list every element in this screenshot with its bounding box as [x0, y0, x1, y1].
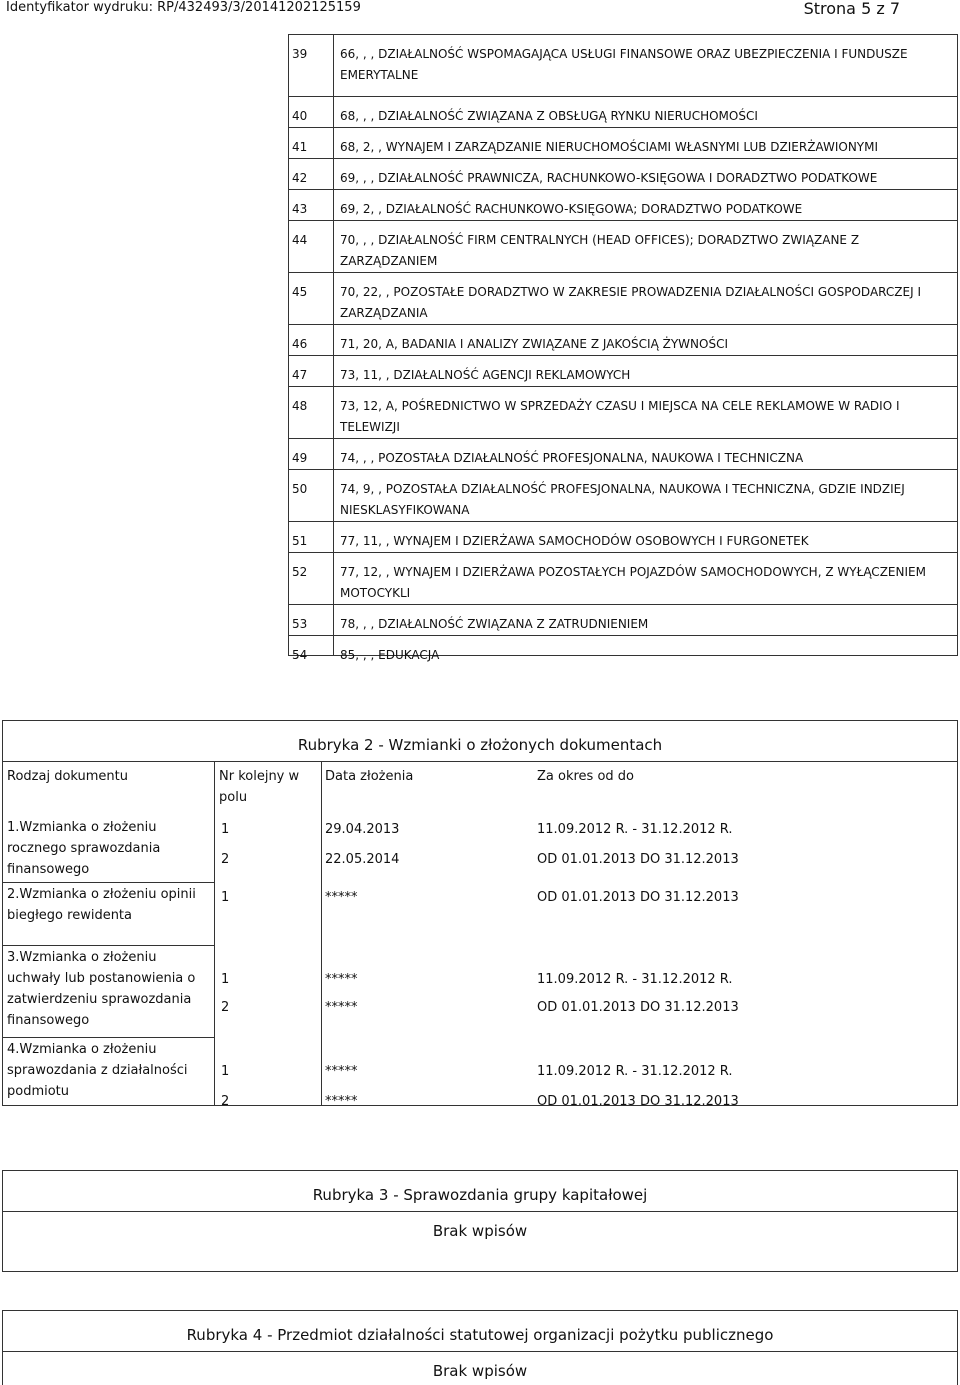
pkd-row — [289, 273, 957, 325]
pkd-row-text: 68, , , DZIAŁALNOŚĆ ZWIĄZANA Z OBSŁUGĄ RYNKU NIERUCHOMOŚCI — [340, 109, 758, 123]
pkd-row — [289, 522, 957, 553]
entry-number-cell: 2 — [221, 1000, 230, 1015]
rubryka-4-title: Rubryka 4 - Przedmiot działalności statutowej organizacji pożytku publicznego — [186, 1326, 774, 1344]
column-divider — [321, 761, 322, 1105]
pkd-row — [289, 356, 957, 387]
entry-number-cell: 2 — [221, 852, 230, 867]
filing-date-cell: ***** — [325, 1000, 358, 1015]
period-cell: OD 01.01.2013 DO 31.12.2013 — [537, 852, 739, 867]
title-divider — [3, 761, 957, 762]
pkd-row — [289, 325, 957, 356]
group-divider — [3, 882, 214, 883]
entry-number-cell: 1 — [221, 1064, 230, 1079]
pkd-row-text: 77, 12, , WYNAJEM I DZIERŻAWA POZOSTAŁYCH POJAZDÓW SAMOCHODOWYCH, Z WYŁĄCZENIEM MOTOCYKLI — [340, 565, 926, 600]
pkd-row — [289, 128, 957, 159]
filing-date-cell: ***** — [325, 1094, 358, 1109]
pkd-row-number: 47 — [292, 368, 308, 382]
period-cell: 11.09.2012 R. - 31.12.2012 R. — [537, 822, 733, 837]
pkd-row-number: 54 — [292, 648, 308, 662]
pkd-row-text: 68, 2, , WYNAJEM I ZARZĄDZANIE NIERUCHOMOŚCIAMI WŁASNYMI LUB DZIERŻAWIONYMI — [340, 140, 879, 154]
pkd-row-number: 49 — [292, 451, 308, 465]
header-period: Za okres od do — [537, 769, 634, 784]
period-cell: OD 01.01.2013 DO 31.12.2013 — [537, 1094, 739, 1109]
rubryka-3-empty: Brak wpisów — [432, 1222, 528, 1240]
group-divider — [3, 945, 214, 946]
pkd-row — [289, 553, 957, 605]
pkd-row — [289, 439, 957, 470]
filing-date-cell: ***** — [325, 890, 358, 905]
pkd-row — [289, 190, 957, 221]
pkd-row-number: 51 — [292, 534, 308, 548]
rubryka-2-title: Rubryka 2 - Wzmianki o złożonych dokumentach — [297, 736, 663, 754]
header-doc-type: Rodzaj dokumentu — [7, 769, 128, 784]
period-cell: OD 01.01.2013 DO 31.12.2013 — [537, 890, 739, 905]
page-number: Strona 5 z 7 — [803, 0, 900, 18]
pkd-table — [288, 34, 958, 662]
pkd-row-number: 43 — [292, 202, 308, 216]
pkd-row-number: 45 — [292, 285, 308, 299]
title-divider — [3, 1351, 957, 1352]
pkd-row-text: 69, , , DZIAŁALNOŚĆ PRAWNICZA, RACHUNKOWO-KSIĘGOWA I DORADZTWO PODATKOWE — [340, 171, 878, 185]
pkd-row — [289, 221, 957, 273]
doc-type-cell: 2.Wzmianka o złożeniu opinii biegłego rewidenta — [7, 887, 196, 923]
pkd-row — [289, 35, 957, 97]
pkd-row — [289, 605, 957, 636]
pkd-row-number: 52 — [292, 565, 308, 579]
pkd-row-number: 40 — [292, 109, 308, 123]
pkd-row-text: 73, 12, A, POŚREDNICTWO W SPRZEDAŻY CZASU I MIEJSCA NA CELE REKLAMOWE W RADIO I TELEWIZJI — [340, 399, 900, 434]
pkd-row-text: 77, 11, , WYNAJEM I DZIERŻAWA SAMOCHODÓW OSOBOWYCH I FURGONETEK — [340, 534, 809, 548]
rubryka-3-section — [2, 1170, 958, 1272]
pkd-row-text: 71, 20, A, BADANIA I ANALIZY ZWIĄZANE Z JAKOŚCIĄ ŻYWNOŚCI — [340, 337, 728, 351]
pkd-row-number: 48 — [292, 399, 308, 413]
doc-type-cell: 1.Wzmianka o złożeniu rocznego sprawozdania finansowego — [7, 820, 161, 877]
column-divider — [214, 761, 215, 1105]
rubryka-2-table — [2, 720, 958, 1109]
doc-type-cell: 3.Wzmianka o złożeniu uchwały lub postanowienia o zatwierdzeniu sprawozdania finansowego — [7, 950, 196, 1028]
pkd-row — [289, 636, 957, 667]
pkd-row — [289, 97, 957, 128]
pkd-row-number: 44 — [292, 233, 308, 247]
pkd-row-text: 70, , , DZIAŁALNOŚĆ FIRM CENTRALNYCH (HEAD OFFICES); DORADZTWO ZWIĄZANE Z ZARZĄDZANIEM — [340, 233, 860, 268]
entry-number-cell: 2 — [221, 1094, 230, 1109]
entry-number-cell: 1 — [221, 890, 230, 905]
filing-date-cell: ***** — [325, 972, 358, 987]
header-entry-number: Nr kolejny w polu — [219, 769, 300, 805]
rubryka-3-title: Rubryka 3 - Sprawozdania grupy kapitałowej — [312, 1186, 648, 1204]
pkd-row-text: 74, 9, , POZOSTAŁA DZIAŁALNOŚĆ PROFESJONALNA, NAUKOWA I TECHNICZNA, GDZIE INDZIEJ NIESKLASYFIKOWANA — [340, 482, 905, 517]
pkd-row-text: 73, 11, , DZIAŁALNOŚĆ AGENCJI REKLAMOWYCH — [340, 368, 631, 382]
doc-type-cell: 4.Wzmianka o złożeniu sprawozdania z działalności podmiotu — [7, 1042, 188, 1099]
pkd-row-number: 50 — [292, 482, 308, 496]
group-divider — [3, 1037, 214, 1038]
period-cell: 11.09.2012 R. - 31.12.2012 R. — [537, 1064, 733, 1079]
pkd-row-number: 39 — [292, 47, 308, 61]
pkd-row — [289, 470, 957, 522]
rubryka-4-empty: Brak wpisów — [432, 1362, 528, 1380]
title-divider — [3, 1211, 957, 1212]
filing-date-cell: 22.05.2014 — [325, 852, 400, 867]
entry-number-cell: 1 — [221, 822, 230, 837]
print-identifier: Identyfikator wydruku: RP/432493/3/20141202125159 — [6, 0, 361, 15]
filing-date-cell: ***** — [325, 1064, 358, 1079]
filing-date-cell: 29.04.2013 — [325, 822, 400, 837]
pkd-row-number: 41 — [292, 140, 308, 154]
period-cell: 11.09.2012 R. - 31.12.2012 R. — [537, 972, 733, 987]
pkd-row — [289, 387, 957, 439]
pkd-row — [289, 159, 957, 190]
pkd-row-number: 46 — [292, 337, 308, 351]
pkd-row-number: 42 — [292, 171, 308, 185]
header-filing-date: Data złożenia — [325, 769, 414, 784]
pkd-row-text: 66, , , DZIAŁALNOŚĆ WSPOMAGAJĄCA USŁUGI FINANSOWE ORAZ UBEZPIECZENIA I FUNDUSZE EMERYTALNE — [340, 47, 908, 82]
pkd-row-text: 85, , , EDUKACJA — [340, 648, 440, 662]
pkd-row-text: 74, , , POZOSTAŁA DZIAŁALNOŚĆ PROFESJONALNA, NAUKOWA I TECHNICZNA — [340, 451, 804, 465]
pkd-row-text: 78, , , DZIAŁALNOŚĆ ZWIĄZANA Z ZATRUDNIENIEM — [340, 617, 649, 631]
pkd-row-number: 53 — [292, 617, 308, 631]
entry-number-cell: 1 — [221, 972, 230, 987]
rubryka-4-section — [2, 1310, 958, 1385]
period-cell: OD 01.01.2013 DO 31.12.2013 — [537, 1000, 739, 1015]
pkd-row-text: 70, 22, , POZOSTAŁE DORADZTWO W ZAKRESIE PROWADZENIA DZIAŁALNOŚCI GOSPODARCZEJ I ZARZĄDZANIA — [340, 285, 921, 320]
pkd-row-text: 69, 2, , DZIAŁALNOŚĆ RACHUNKOWO-KSIĘGOWA; DORADZTWO PODATKOWE — [340, 202, 803, 216]
